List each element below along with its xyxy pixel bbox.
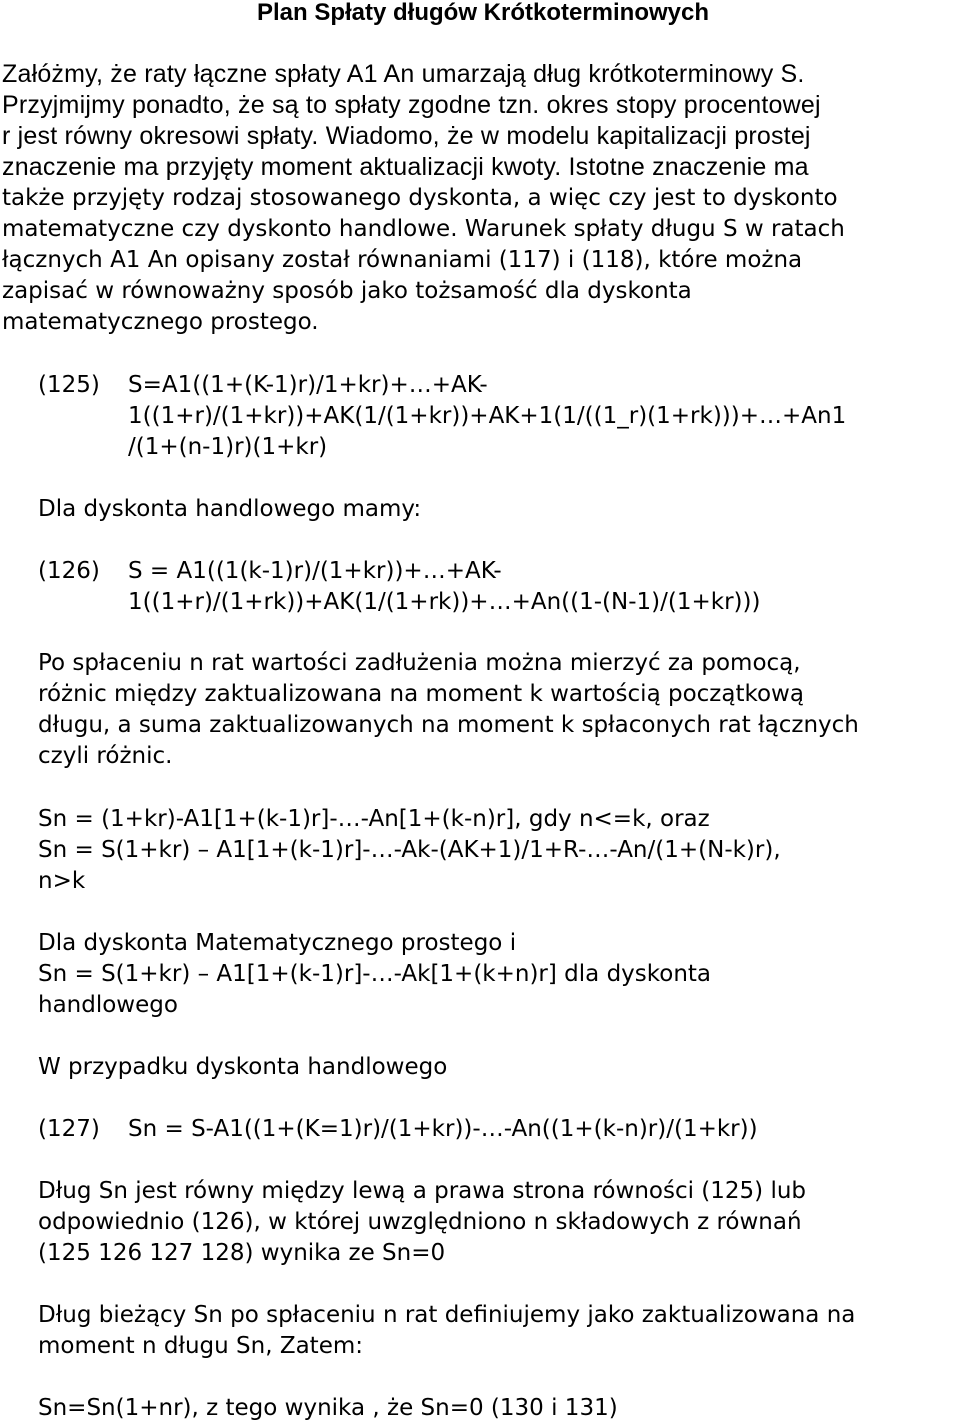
equation-body xyxy=(128,556,760,618)
equation-line: 1((1+r)/(1+kr))+AK(1/(1+kr))+AK+1(1/((1_r)(1+rk)))+…+An1 xyxy=(128,403,847,429)
equation-line: S = A1((1(k-1)r)/(1+kr))+…+AK- xyxy=(128,558,502,584)
equation-127 xyxy=(38,1114,960,1146)
formula-line: Sn = S(1+kr) – A1[1+(k-1)r]-…-Ak-(AK+1)/1+R-…-An/(1+(N-k)r), xyxy=(38,837,781,863)
text-line: handlowego xyxy=(38,992,178,1018)
text-line: matematyczne czy dyskonto handlowe. Warunek spłaty długu S w ratach xyxy=(2,216,845,242)
text-line: W przypadku dyskonta handlowego xyxy=(38,1054,448,1080)
formula-line: Sn = S(1+kr) – A1[1+(k-1)r]-…-Ak[1+(k+n)r] dla dyskonta xyxy=(38,961,712,987)
document-title: Plan Spłaty długów Krótkoterminowych xyxy=(256,0,710,26)
formula-line: Sn = (1+kr)-A1[1+(k-1)r]-…-An[1+(k-n)r], gdy n<=k, oraz xyxy=(38,806,710,832)
final-formula xyxy=(38,1393,960,1424)
formula-line: n>k xyxy=(38,868,86,894)
matematyczny-paragraph xyxy=(38,928,960,1021)
equation-number: (126) xyxy=(38,558,100,584)
text-line: (125 126 127 128) wynika ze Sn=0 xyxy=(38,1240,446,1266)
dlug-biezacy-paragraph xyxy=(38,1300,960,1362)
formula-line: Sn=Sn(1+nr), z tego wynika , że Sn=0 (130 i 131) xyxy=(38,1395,618,1421)
equation-number: (125) xyxy=(38,372,100,398)
dlug-sn-paragraph xyxy=(38,1176,960,1269)
text-line: Przyjmijmy ponadto, że są to spłaty zgodne tzn. okres stopy procentowej xyxy=(2,91,821,119)
text-line: różnic między zaktualizowana na moment k wartością początkową xyxy=(38,681,804,707)
text-line: odpowiednio (126), w której uwzględniono n składowych z równań xyxy=(38,1209,802,1235)
text-line: matematycznego prostego. xyxy=(2,309,319,335)
text-line: Dług Sn jest równy między lewą a prawa strona równości (125) lub xyxy=(38,1178,807,1204)
equation-number: (127) xyxy=(38,1116,100,1142)
text-line: Załóżmy, że raty łączne spłaty A1 An umarzają dług krótkoterminowy S. xyxy=(2,60,805,88)
equation-line: S=A1((1+(K-1)r)/1+kr)+…+AK- xyxy=(128,372,488,398)
equation-body xyxy=(128,1114,758,1145)
text-line: Dla dyskonta handlowego mamy: xyxy=(38,496,422,522)
text-line: r jest równy okresowi spłaty. Wiadomo, że w modelu kapitalizacji prostej xyxy=(2,122,811,150)
text-line: czyli różnic. xyxy=(38,743,173,769)
text-line: moment n długu Sn, Zatem: xyxy=(38,1333,363,1359)
equation-125 xyxy=(38,370,960,466)
handlowe-intro xyxy=(38,494,960,525)
text-line: łącznych A1 An opisany został równaniami (117) i (118), które można xyxy=(2,247,803,273)
equation-body xyxy=(128,370,846,463)
equation-line: 1((1+r)/(1+rk))+AK(1/(1+rk))+…+An((1-(N-1)/(1+kr))) xyxy=(128,589,761,615)
w-przypadku-line xyxy=(38,1052,960,1083)
text-line: znaczenie ma przyjęty moment aktualizacji kwoty. Istotne znaczenie ma xyxy=(2,153,809,181)
sn-formulas xyxy=(38,804,960,897)
text-line: zapisać w równoważny sposób jako tożsamość dla dyskonta xyxy=(2,278,692,304)
text-line: Dług bieżący Sn po spłaceniu n rat definiujemy jako zaktualizowana na xyxy=(38,1302,856,1328)
equation-line: /(1+(n-1)r)(1+kr) xyxy=(128,434,328,460)
text-line: Dla dyskonta Matematycznego prostego i xyxy=(38,930,517,956)
text-line: długu, a suma zaktualizowanych na moment k spłaconych rat łącznych xyxy=(38,712,859,738)
text-line: także przyjęty rodzaj stosowanego dyskonta, a więc czy jest to dyskonto xyxy=(2,185,838,211)
equation-line: Sn = S-A1((1+(K=1)r)/(1+kr))-…-An((1+(k-n)r)/(1+kr)) xyxy=(128,1116,758,1142)
intro-paragraph xyxy=(2,59,960,338)
equation-126 xyxy=(38,556,960,620)
text-line: Po spłaceniu n rat wartości zadłużenia można mierzyć za pomocą, xyxy=(38,650,801,676)
po-splaceniu-paragraph xyxy=(38,648,960,772)
